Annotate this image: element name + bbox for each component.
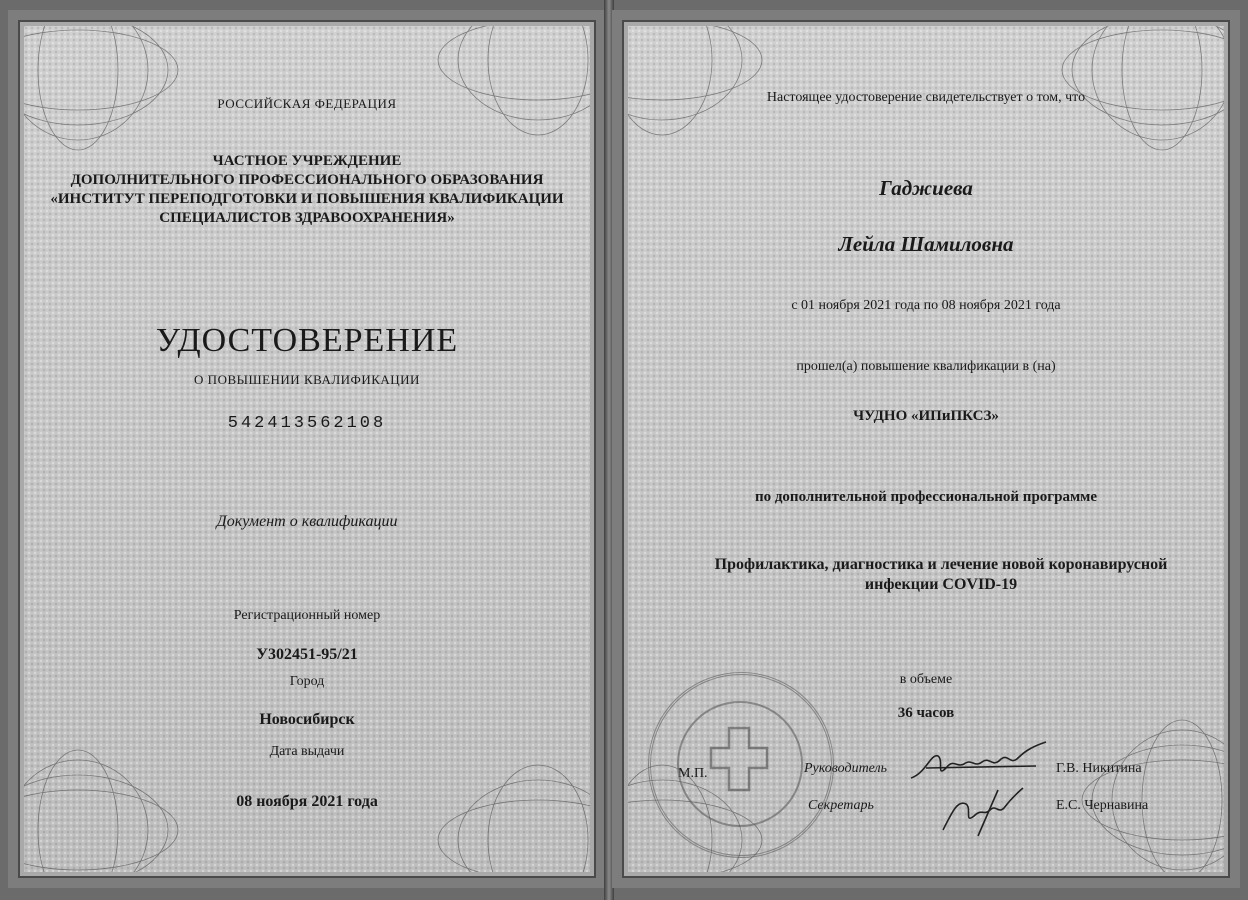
program-label: по дополнительной профессиональной программе: [754, 489, 1098, 505]
org-line-1: ЧАСТНОЕ УЧРЕЖДЕНИЕ: [212, 153, 402, 169]
director-label: Руководитель: [804, 761, 888, 776]
org-line-4: СПЕЦИАЛИСТОВ ЗДРАВООХРАНЕНИЯ»: [159, 210, 455, 226]
registration-label: Регистрационный номер: [233, 608, 381, 623]
document-title: УДОСТОВЕРЕНИЕ: [155, 322, 459, 359]
org-line-3: «ИНСТИТУТ ПЕРЕПОДГОТОВКИ И ПОВЫШЕНИЯ КВАЛИФИКАЦИИ: [50, 191, 564, 207]
program-name-line-1: Профилактика, диагностика и лечение новой коронавирусной: [714, 556, 1168, 573]
hours-value: 36 часов: [897, 705, 955, 721]
city-value: Новосибирск: [259, 711, 355, 728]
institution-name: ЧУДНО «ИПиПКСЗ»: [853, 408, 999, 424]
surname: Гаджиева: [879, 176, 973, 200]
program-name-line-2: инфекции COVID-19: [864, 576, 1018, 593]
country-label: РОССИЙСКАЯ ФЕДЕРАЦИЯ: [217, 96, 397, 111]
guilloche-ornament: [428, 10, 606, 150]
director-name: Г.В. Никитина: [1056, 761, 1142, 776]
issue-date-label: Дата выдачи: [269, 744, 345, 759]
passed-text: прошел(а) повышение квалификации в (на): [796, 359, 1056, 374]
issue-date: 08 ноября 2021 года: [236, 793, 378, 810]
document-subtitle: О ПОВЫШЕНИИ КВАЛИФИКАЦИИ: [194, 372, 420, 387]
guilloche-ornament: [612, 10, 772, 150]
guilloche-ornament: [8, 10, 188, 160]
registration-number: У302451-95/21: [256, 646, 358, 663]
secretary-name: Е.С. Чернавина: [1056, 798, 1149, 813]
secretary-signature: [938, 780, 1028, 840]
study-period: с 01 ноября 2021 года по 08 ноября 2021 года: [791, 298, 1061, 313]
guilloche-ornament: [1052, 10, 1240, 160]
guilloche-ornament: [8, 740, 188, 888]
name-patronymic: Лейла Шамиловна: [838, 232, 1014, 256]
serial-number: 542413562108: [227, 414, 387, 433]
stamp-place-label: М.П.: [678, 766, 708, 781]
city-label: Город: [289, 674, 325, 689]
document-type: Документ о квалификации: [216, 513, 398, 530]
medical-cross-icon: [709, 723, 769, 793]
institution-stamp: [648, 672, 834, 858]
guilloche-ornament: [428, 750, 606, 888]
volume-label: в объеме: [899, 672, 953, 687]
org-line-2: ДОПОЛНИТЕЛЬНОГО ПРОФЕССИОНАЛЬНОГО ОБРАЗОВАНИЯ: [70, 172, 544, 188]
intro-text: Настоящее удостоверение свидетельствует о том, что: [766, 90, 1086, 105]
secretary-label: Секретарь: [808, 798, 874, 813]
left-page: [8, 10, 606, 888]
